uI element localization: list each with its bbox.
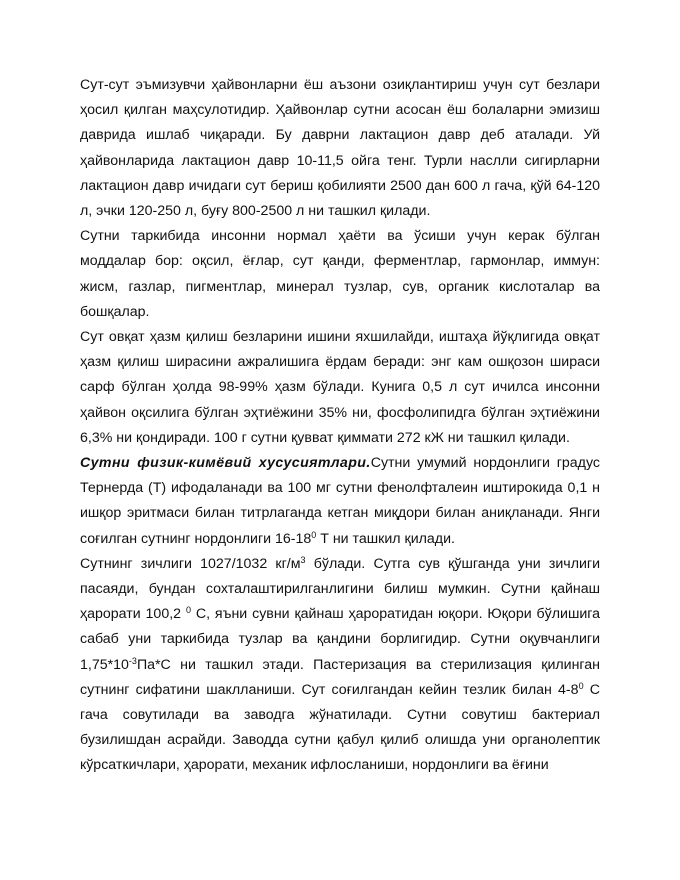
density-text-1: Сутнинг зичлиги 1027/1032 кг/м (80, 555, 301, 572)
paragraph-milk-digestion: Сут овқат ҳазм қилиш безларини ишини яхшилайди, иштаҳа йўқлигида овқат ҳазм қилиш ширасини ажралишига ёрдам беради: энг кам ошқозон шираси сарф бўлган ҳолда 98-99% ҳазм бўлади. Кунига 0,5 л сут ичилса инсонни ҳайвон оқсилига бўлган эҳтиёжини 35% ни, фосфолипидга бўлган эҳтиёжини 6,3% ни қондиради. 100 г сутни қувват қиммати 272 кЖ ни ташкил қилади. (80, 329, 600, 446)
document-body (80, 73, 600, 779)
viscosity-exponent-sup: -3 (128, 655, 137, 666)
paragraph-acidity (80, 451, 600, 552)
boiling-degree-sup: 0 (185, 605, 191, 616)
section-title-physico-chemical: Сутни физик-кимёвий хусусиятлари. (80, 455, 371, 472)
density-text-2: бўлади. Сутга сув қўшганда уни зичлиги пасаяди, бундан сохталаштирилганлигини билиш мумкин. Сутни қайнаш ҳарорати 100,2 (80, 555, 601, 623)
acidity-text-b: Т ни ташкил қилади. (316, 530, 455, 547)
acidity-text-a: Сутни умумий нордонлиги градус Тернерда (Т) ифодаланади ва 100 мг сутни фенолфталеин иштирокида 0,1 н ишқор эритмаси билан титрлаганда кетган миқдори билан аниқланади. Янги соғилган сутнинг нордонлиги 16-18 (80, 455, 600, 547)
degree-sup: 0 (311, 529, 317, 540)
cubic-sup: 3 (300, 554, 306, 565)
paragraph-milk-composition: Сутни таркибида инсонни нормал ҳаёти ва ўсиши учун керак бўлган моддалар бор: оқсил, ёғлар, сут қанди, ферментлар, гармонлар, иммун: жисм, газлар, пигментлар, минерал тузлар, сув, органик кислоталар ва бошқалар. (80, 228, 600, 320)
paragraph-density (80, 552, 600, 779)
paragraph-milk-definition: Сут-сут эъмизувчи ҳайвонларни ёш аъзони озиқлантириш учун сут безлари ҳосил қилган маҳсулотидир. Ҳайвонлар сутни асосан ёш болаларни эмизиш даврида ишлаб чиқаради. Бу даврни лактацион давр деб аталади. Уй ҳайвонларида лактацион давр 10-11,5 ойга тенг. Турли наслли сигирларни лактацион давр ичидаги сут бериш қобилияти 2500 дан 600 л гача, қўй 64-120 л, эчки 120-250 л, буғу 800-2500 л ни ташкил қилади. (80, 77, 600, 220)
density-text-5: С гача совутилади ва заводга жўнатилади. Сутни совутиш бактериал бузилишдан асрайди. Заводда сутни қабул қилиб олишда уни органолептик кўрсаткичлари, ҳарорати, механик ифлосланиши, нордонлиги ва ёғини (80, 681, 601, 774)
cooling-degree-sup: 0 (578, 680, 584, 691)
density-text-4: Па*С ни ташкил этади. Пастеризация ва стерилизация қилинган сутнинг сифатини шаклланиши. Сут соғилгандан кейин тезлик билан 4-8 (80, 656, 600, 698)
density-text-3: С, яъни сувни қайнаш ҳароратидан юқори. Юқори бўлишига сабаб уни таркибида тузлар ва қандини борлигидир. Сутни оқувчанлиги 1,75*10 (80, 606, 601, 673)
